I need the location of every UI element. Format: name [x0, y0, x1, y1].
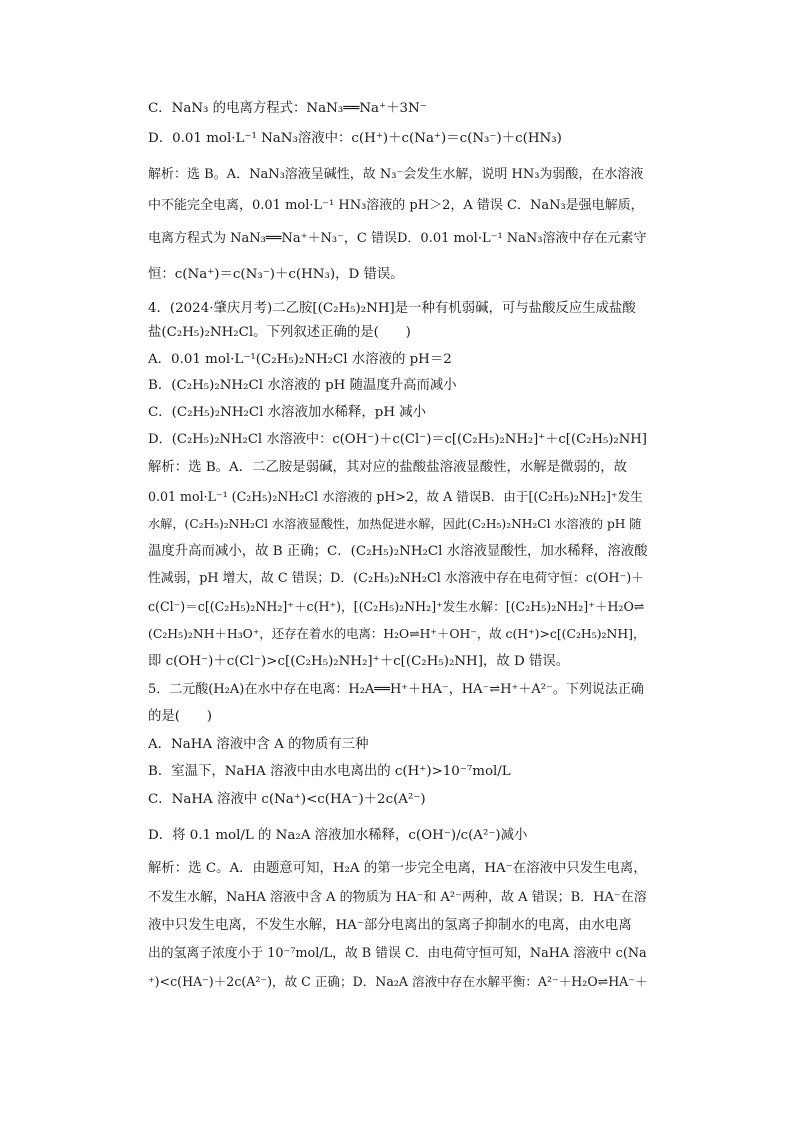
text-line: 解析：选 B。A．二乙胺是弱碱，其对应的盐酸盐溶液显酸性，水解是微弱的，故: [148, 460, 628, 475]
text-line: 恒：c(Na⁺)＝c(N₃⁻)＋c(HN₃)，D 错误。: [148, 267, 404, 282]
text-line: D．0.01 mol·L⁻¹ NaN₃溶液中：c(H⁺)＋c(Na⁺)＝c(N₃⁻)＋c(HN₃): [148, 131, 562, 146]
text-line: 4．(2024·肇庆月考)二乙胺[(C₂H₅)₂NH]是一种有机弱碱，可与盐酸反应生成盐酸: [148, 301, 636, 316]
text-line: 不发生水解，NaHA 溶液中含 A 的物质为 HA⁻和 A²⁻两种，故 A 错误；B．HA⁻在溶: [148, 890, 647, 905]
text-line: 电离方程式为 NaN₃══Na⁺＋N₃⁻，C 错误D．0.01 mol·L⁻¹ NaN₃溶液中存在元素守: [148, 231, 647, 246]
text-line: C．NaHA 溶液中 c(Na⁺)<c(HA⁻)＋2c(A²⁻): [148, 792, 426, 807]
text-line: (C₂H₅)₂NH＋H₃O⁺，还存在着水的电离：H₂O⇌H⁺＋OH⁻，故 c(H⁺)>c[(C₂H₅)₂NH]，: [148, 626, 646, 641]
text-line: C．(C₂H₅)₂NH₂Cl 水溶液加水稀释，pH 减小: [148, 405, 427, 420]
text-line: 解析：选 C。A．由题意可知，H₂A 的第一步完全电离，HA⁻在溶液中只发生电离，: [148, 861, 647, 876]
text-line: 5．二元酸(H₂A)在水中存在电离：H₂A══H⁺＋HA⁻，HA⁻⇌H⁺＋A²⁻。下列说法正确: [148, 682, 644, 697]
text-line: 液中只发生电离，不发生水解，HA⁻部分电离出的氢离子抑制水的电离，由水电离: [148, 918, 632, 933]
text-line: 性减弱，pH 增大，故 C 错误；D．(C₂H₅)₂NH₂Cl 水溶液中存在电荷守恒：c(OH⁻)＋: [148, 571, 645, 586]
text-line: 温度升高而减小，故 B 正确；C．(C₂H₅)₂NH₂Cl 水溶液显酸性，加水稀释，溶液酸: [148, 544, 648, 559]
text-line: 0.01 mol·L⁻¹ (C₂H₅)₂NH₂Cl 水溶液的 pH>2，故 A 错误B．由于[(C₂H₅)₂NH₂]⁺发生: [148, 489, 643, 504]
text-line: 水解，(C₂H₅)₂NH₂Cl 水溶液显酸性，加热促进水解，因此(C₂H₅)₂NH₂Cl 水溶液的 pH 随: [148, 517, 642, 531]
text-line: 即 c(OH⁻)＋c(Cl⁻)>c[(C₂H₅)₂NH₂]⁺＋c[(C₂H₅)₂NH]，故 D 错误。: [148, 654, 570, 669]
text-line: D．将 0.1 mol/L 的 Na₂A 溶液加水稀释，c(OH⁻)/c(A²⁻)减小: [148, 828, 528, 843]
text-line: A．0.01 mol·L⁻¹(C₂H₅)₂NH₂Cl 水溶液的 pH＝2: [148, 352, 452, 367]
text-line: 盐(C₂H₅)₂NH₂Cl。下列叙述正确的是( ): [148, 325, 411, 340]
text-line: ⁺)<c(HA⁻)＋2c(A²⁻)，故 C 正确；D．Na₂A 溶液中存在水解平衡：A²⁻＋H₂O⇌HA⁻＋: [148, 974, 648, 989]
text-line: 的是( ): [148, 709, 213, 724]
text-line: 出的氢离子浓度小于 10⁻⁷mol/L，故 B 错误 C．由电荷守恒可知，NaHA 溶液中 c(Na: [148, 946, 647, 961]
text-line: D．(C₂H₅)₂NH₂Cl 水溶液中：c(OH⁻)＋c(Cl⁻)＝c[(C₂H₅)₂NH₂]⁺＋c[(C₂H₅)₂NH]: [148, 432, 647, 447]
text-line: A．NaHA 溶液中含 A 的物质有三种: [148, 737, 369, 752]
text-line: c(Cl⁻)＝c[(C₂H₅)₂NH₂]⁺＋c(H⁺)，[(C₂H₅)₂NH₂]⁺发生水解：[(C₂H₅)₂NH₂]⁺＋H₂O⇌: [148, 599, 645, 614]
text-line: 中不能完全电离，0.01 mol·L⁻¹ HN₃溶液的 pH＞2，A 错误 C．NaN₃是强电解质，: [148, 198, 644, 213]
text-line: B．(C₂H₅)₂NH₂Cl 水溶液的 pH 随温度升高而减小: [148, 378, 457, 393]
text-line: C．NaN₃ 的电离方程式：NaN₃══Na⁺＋3N⁻: [148, 101, 427, 116]
text-line: 解析：选 B。A．NaN₃溶液呈碱性，故 N₃⁻会发生水解，说明 HN₃为弱酸，在水溶液: [148, 167, 644, 182]
text-line: B．室温下，NaHA 溶液中由水电离出的 c(H⁺)>10⁻⁷mol/L: [148, 764, 511, 779]
